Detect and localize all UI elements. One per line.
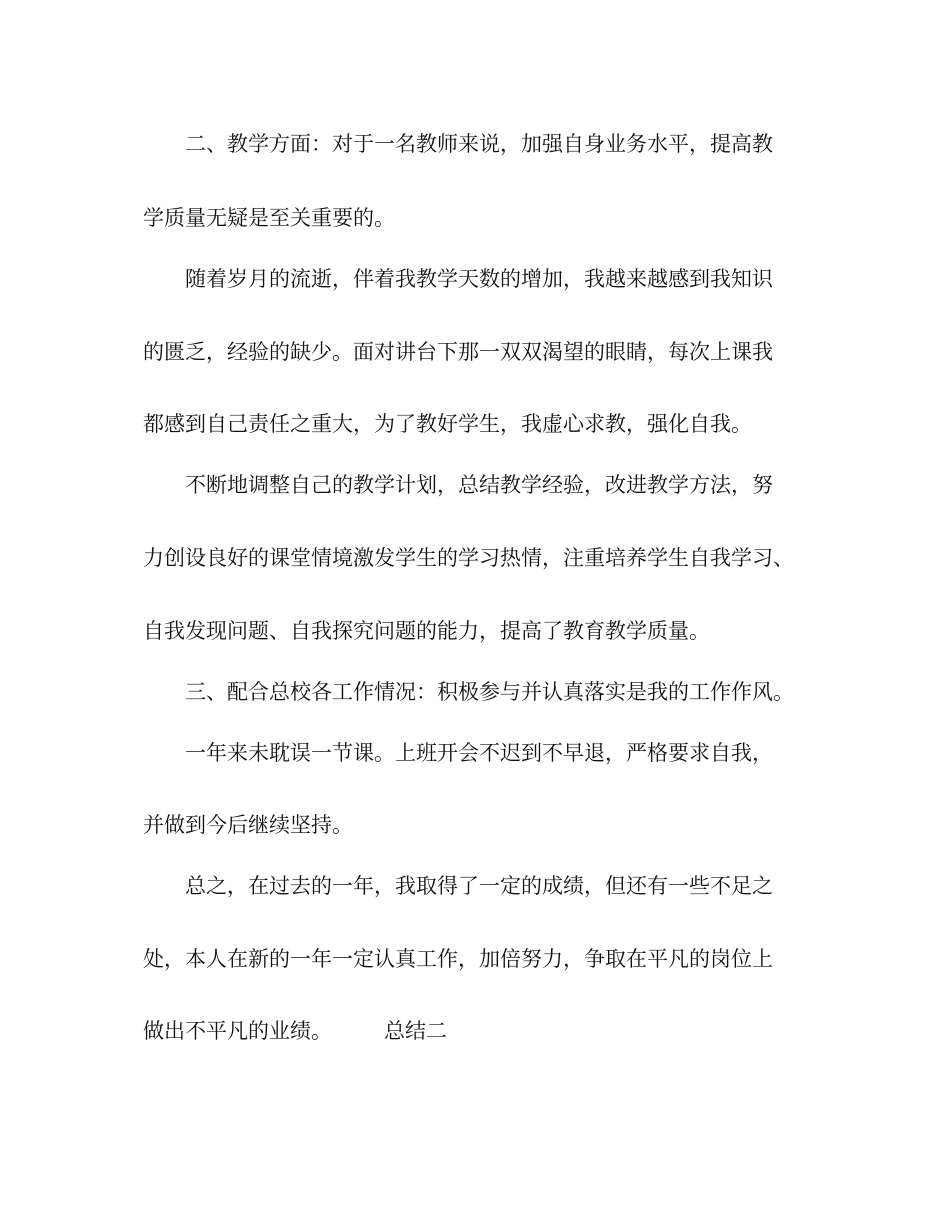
paragraph-line: 自我发现问题、自我探究问题的能力，提高了教育教学质量。 (143, 619, 710, 643)
paragraph-line: 都感到自己责任之重大，为了教好学生，我虚心求教，强化自我。 (143, 412, 752, 436)
paragraph-line: 的匮乏，经验的缺少。面对讲台下那一双双渴望的眼睛，每次上课我 (143, 340, 773, 364)
paragraph-line: 力创设良好的课堂情境激发学生的学习热情，注重培养学生自我学习、 (143, 546, 794, 570)
paragraph-text: 做出不平凡的业绩。 (143, 1019, 332, 1043)
paragraph-line-last (143, 1018, 447, 1044)
paragraph-line: 学质量无疑是至关重要的。 (143, 206, 395, 230)
paragraph-line: 三、配合总校各工作情况：积极参与并认真落实是我的工作作风。 (185, 680, 794, 704)
paragraph-line: 总之，在过去的一年，我取得了一定的成绩，但还有一些不足之 (185, 874, 773, 898)
paragraph-line: 并做到今后继续坚持。 (143, 813, 353, 837)
paragraph-line: 二、教学方面：对于一名教师来说，加强自身业务水平，提高教 (185, 132, 773, 156)
section-heading: 总结二 (384, 1019, 447, 1043)
paragraph-line: 不断地调整自己的教学计划，总结教学经验，改进教学方法，努 (185, 473, 773, 497)
paragraph-line: 处，本人在新的一年一定认真工作，加倍努力，争取在平凡的岗位上 (143, 947, 773, 971)
paragraph-line: 随着岁月的流逝，伴着我教学天数的增加，我越来越感到我知识 (185, 267, 773, 291)
paragraph-line: 一年来未耽误一节课。上班开会不迟到不早退，严格要求自我， (185, 741, 773, 765)
